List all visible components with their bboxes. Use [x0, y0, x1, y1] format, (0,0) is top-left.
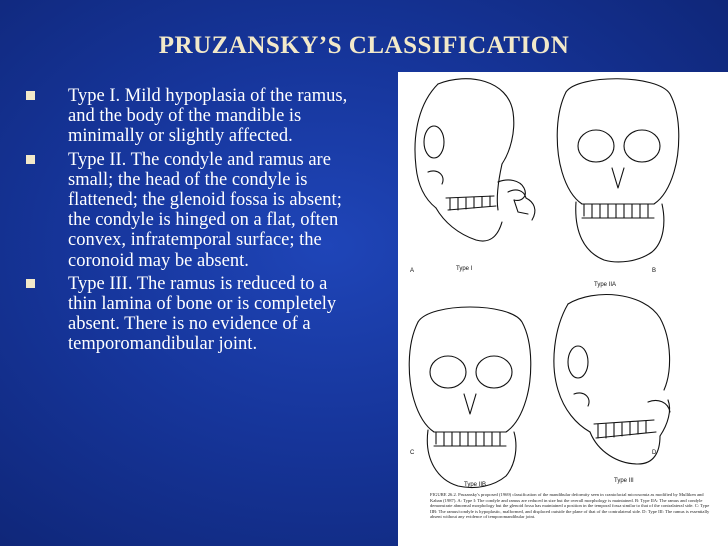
label-type-1: Type I — [456, 266, 473, 272]
skull-figure — [398, 72, 728, 546]
label-type-2b: Type IIB — [464, 482, 487, 488]
label-c: C — [410, 450, 415, 456]
skull-drawings — [398, 72, 728, 546]
bullet-text: Type III. The ramus is reduced to a thin lamina of bone or is completely absent. There is no evidence of a temporomandibular joint. — [68, 273, 337, 355]
bullet-type-3 — [22, 274, 352, 355]
label-type-3: Type III — [614, 478, 634, 484]
label-d: D — [652, 450, 657, 456]
skull-frontal-type-2b-icon — [409, 307, 531, 488]
skull-lateral-type-3-icon — [554, 295, 670, 464]
label-b: B — [652, 268, 657, 274]
square-bullet-icon — [26, 91, 35, 100]
label-a: A — [410, 268, 415, 274]
bullet-type-1 — [22, 86, 352, 147]
bullet-text: Type II. The condyle and ramus are small; the head of the condyle is flattened; the glenoid fossa is absent; the condyle is hinged on a flat, often convex, infratemporal surface; the coronoid may be absent. — [68, 149, 342, 271]
skull-lateral-type-1-icon — [415, 79, 535, 241]
square-bullet-icon — [26, 279, 35, 288]
square-bullet-icon — [26, 155, 35, 164]
label-type-2a: Type IIA — [594, 282, 617, 288]
skull-frontal-type-2a-icon — [557, 79, 679, 262]
bullet-list — [22, 86, 352, 358]
bullet-text: Type I. Mild hypoplasia of the ramus, and the body of the mandible is minimally or slightly affected. — [68, 86, 348, 147]
bullet-type-2 — [22, 150, 352, 271]
slide-title: PRUZANSKY’S CLASSIFICATION — [158, 32, 570, 59]
figure-caption: FIGURE 26.2. Pruzansky's proposed (1969) classification of the mandibular deformity seen in craniofacial microsomia as modified by Mulliken and Kaban (1987). A: Type I: The condyle and ramus are reduced in size but the overall morphology is maintained. B: Type IIA: The ramus and condyle demonstrate abnormal morphology but the glenoid fossa has maintained a position in the temporal fossa similar to that of the contralateral side. C: Type IIB: The ramus/condyle is hypoplastic, malformed, and displaced outside the plane of that of the contralateral side. D: Type III: The ramus is essentially absent without any evidence of temporomandibular joint. — [430, 492, 710, 520]
